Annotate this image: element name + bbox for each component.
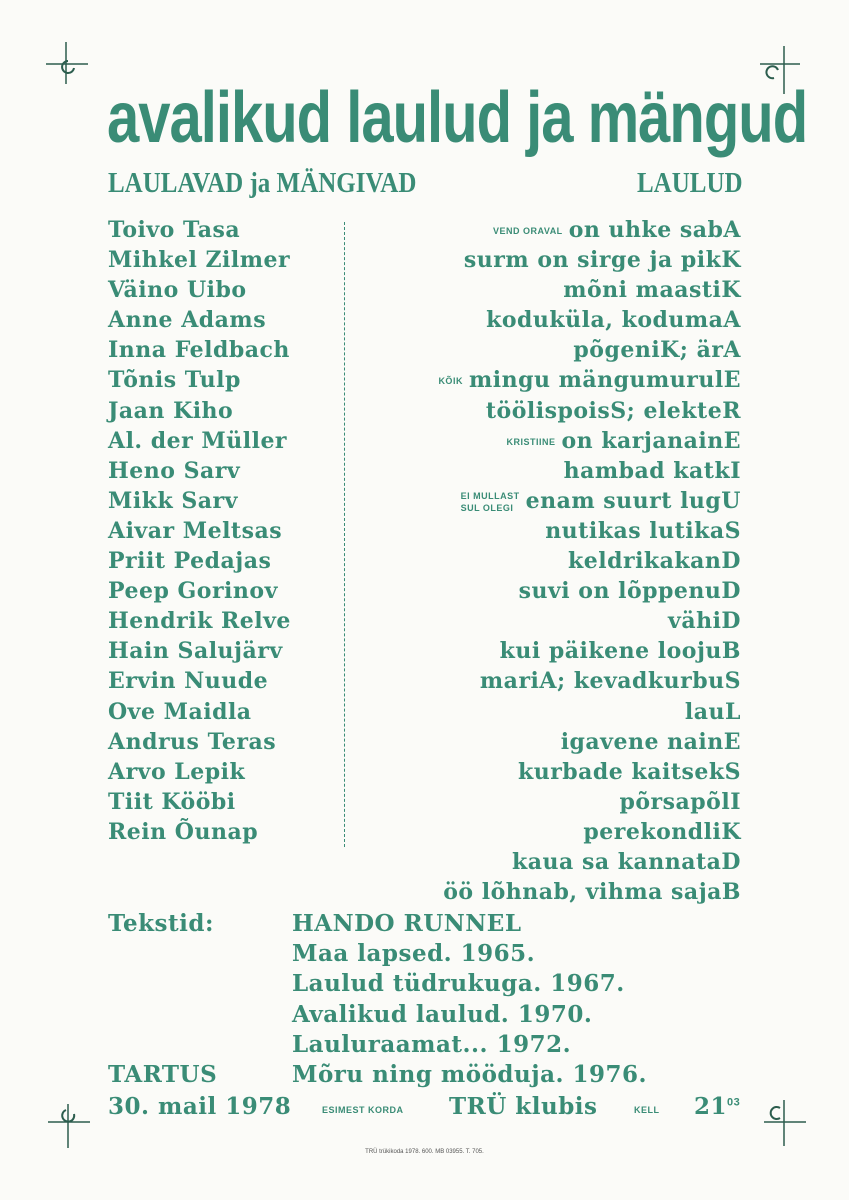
song-title: koduküla, kodumaA [486,307,741,334]
song-item [321,215,741,245]
song-title: lauL [684,698,741,725]
performer-name: Toivo Tasa [108,217,241,243]
song-title: töölispoisS; elekteR [485,397,741,424]
song-title: suvi on lõppenuD [518,578,741,605]
performer-name: Priit Pedajas [108,548,272,575]
printer-imprint: TRÜ trükikoda 1978. 600. MB 03955. T. 705. [365,1149,484,1155]
performer-name: Aivar Meltsas [108,517,283,544]
song-item [321,877,741,907]
first-time-label: ESIMEST KORDA [322,1105,404,1115]
poster-title: avalikud laulud ja mängud [107,77,808,159]
song-item [321,335,741,365]
song-title: kui päikene loojuB [499,638,741,665]
performer-name: Anne Adams [108,307,267,334]
subtitle-performers: LAULAVAD ja MÄNGIVAD [108,168,417,200]
song-item [321,365,741,395]
performer-name: Mihkel Zilmer [108,247,291,274]
performer-name: Ove Maidla [108,698,252,725]
performer-list [108,215,348,847]
song-title: keldrikakanD [568,548,741,575]
song-prefix-stack [461,490,520,514]
book-item: Laulud tüdrukuga. 1967. [292,970,625,997]
song-title: kaua sa kannataD [512,848,741,875]
venue: TRÜ klubis [449,1093,598,1120]
author-name: HANDO RUNNEL [292,910,522,937]
song-prefix: KÕIK [438,376,463,387]
song-item [321,787,741,817]
registration-mark-bottom-right [762,1098,808,1150]
performer-name: Peep Gorinov [108,578,278,605]
texts-label: Tekstid: [108,910,214,937]
song-item [321,606,741,636]
song-item [321,727,741,757]
registration-mark-top-left [44,40,90,92]
song-prefix: VEND ORAVAL [493,226,563,236]
song-title: mariA; kevadkurbuS [479,668,741,695]
performer-name: Jaan Kiho [108,397,234,424]
book-item: Avalikud laulud. 1970. [292,1001,593,1028]
song-title: igavene nainE [560,728,741,755]
registration-mark-bottom-left [46,1098,92,1150]
time-minutes: 03 [727,1096,741,1109]
song-prefix: KRISTIINE [506,436,556,447]
performer-name: Hendrik Relve [108,608,291,635]
performer-name: Inna Feldbach [108,337,290,364]
time-label: KELL [634,1105,660,1115]
song-item [321,757,741,787]
song-title: öö lõhnab, vihma sajaB [443,879,741,906]
performer-name: Väino Uibo [108,277,247,304]
song-title: nutikas lutikaS [545,517,741,544]
song-title: enam suurt lugU [525,487,741,514]
song-title: surm on sirge ja pikK [463,247,741,274]
performer-name: Tiit Kööbi [108,788,236,815]
city: TARTUS [108,1061,218,1088]
book-item: Lauluraamat... 1972. [292,1031,572,1058]
performer-name: Andrus Teras [108,728,277,755]
song-title: hambad katkI [563,457,741,484]
event-date: 30. mail 1978 [108,1093,292,1120]
song-item [321,576,741,606]
book-item: Mõru ning mööduja. 1976. [292,1061,648,1088]
song-item [321,486,741,516]
song-list [321,215,741,907]
song-item [321,245,741,275]
song-item [321,305,741,335]
song-item [321,275,741,305]
time-hour: 21 [694,1093,728,1120]
event-time [694,1093,740,1120]
performer-name: Rein Õunap [108,818,259,845]
book-item: Maa lapsed. 1965. [292,940,536,967]
song-item [321,666,741,696]
song-item [321,516,741,546]
performer-name: Ervin Nuude [108,668,269,695]
song-item [321,817,741,847]
song-title: mingu mängumurulE [468,367,741,394]
song-item [321,697,741,727]
song-prefix-line: SUL OLEGI [460,502,514,513]
song-title: kurbade kaitsekS [517,758,741,785]
performer-name: Al. der Müller [108,427,288,454]
performer-name: Heno Sarv [108,457,241,484]
song-title: on karjanainE [561,427,741,454]
song-item [321,396,741,426]
song-item [321,426,741,456]
song-item [321,546,741,576]
song-title: on uhke sabA [568,217,741,243]
song-title: perekondliK [583,818,741,845]
performer-name: Hain Salujärv [108,638,283,665]
song-item [321,847,741,877]
song-prefix-line: EI MULLAST [460,490,520,501]
subtitle-songs: LAULUD [637,168,743,200]
song-item [321,456,741,486]
song-item [321,636,741,666]
song-title: mõni maastiK [563,277,741,304]
performer-name: Mikk Sarv [108,487,238,514]
performer-name: Arvo Lepik [108,758,246,785]
performer-name: Tõnis Tulp [108,367,241,394]
song-title: põrsapõlI [619,788,741,815]
song-title: põgeniK; ärA [573,337,741,364]
song-title: vähiD [668,608,741,635]
